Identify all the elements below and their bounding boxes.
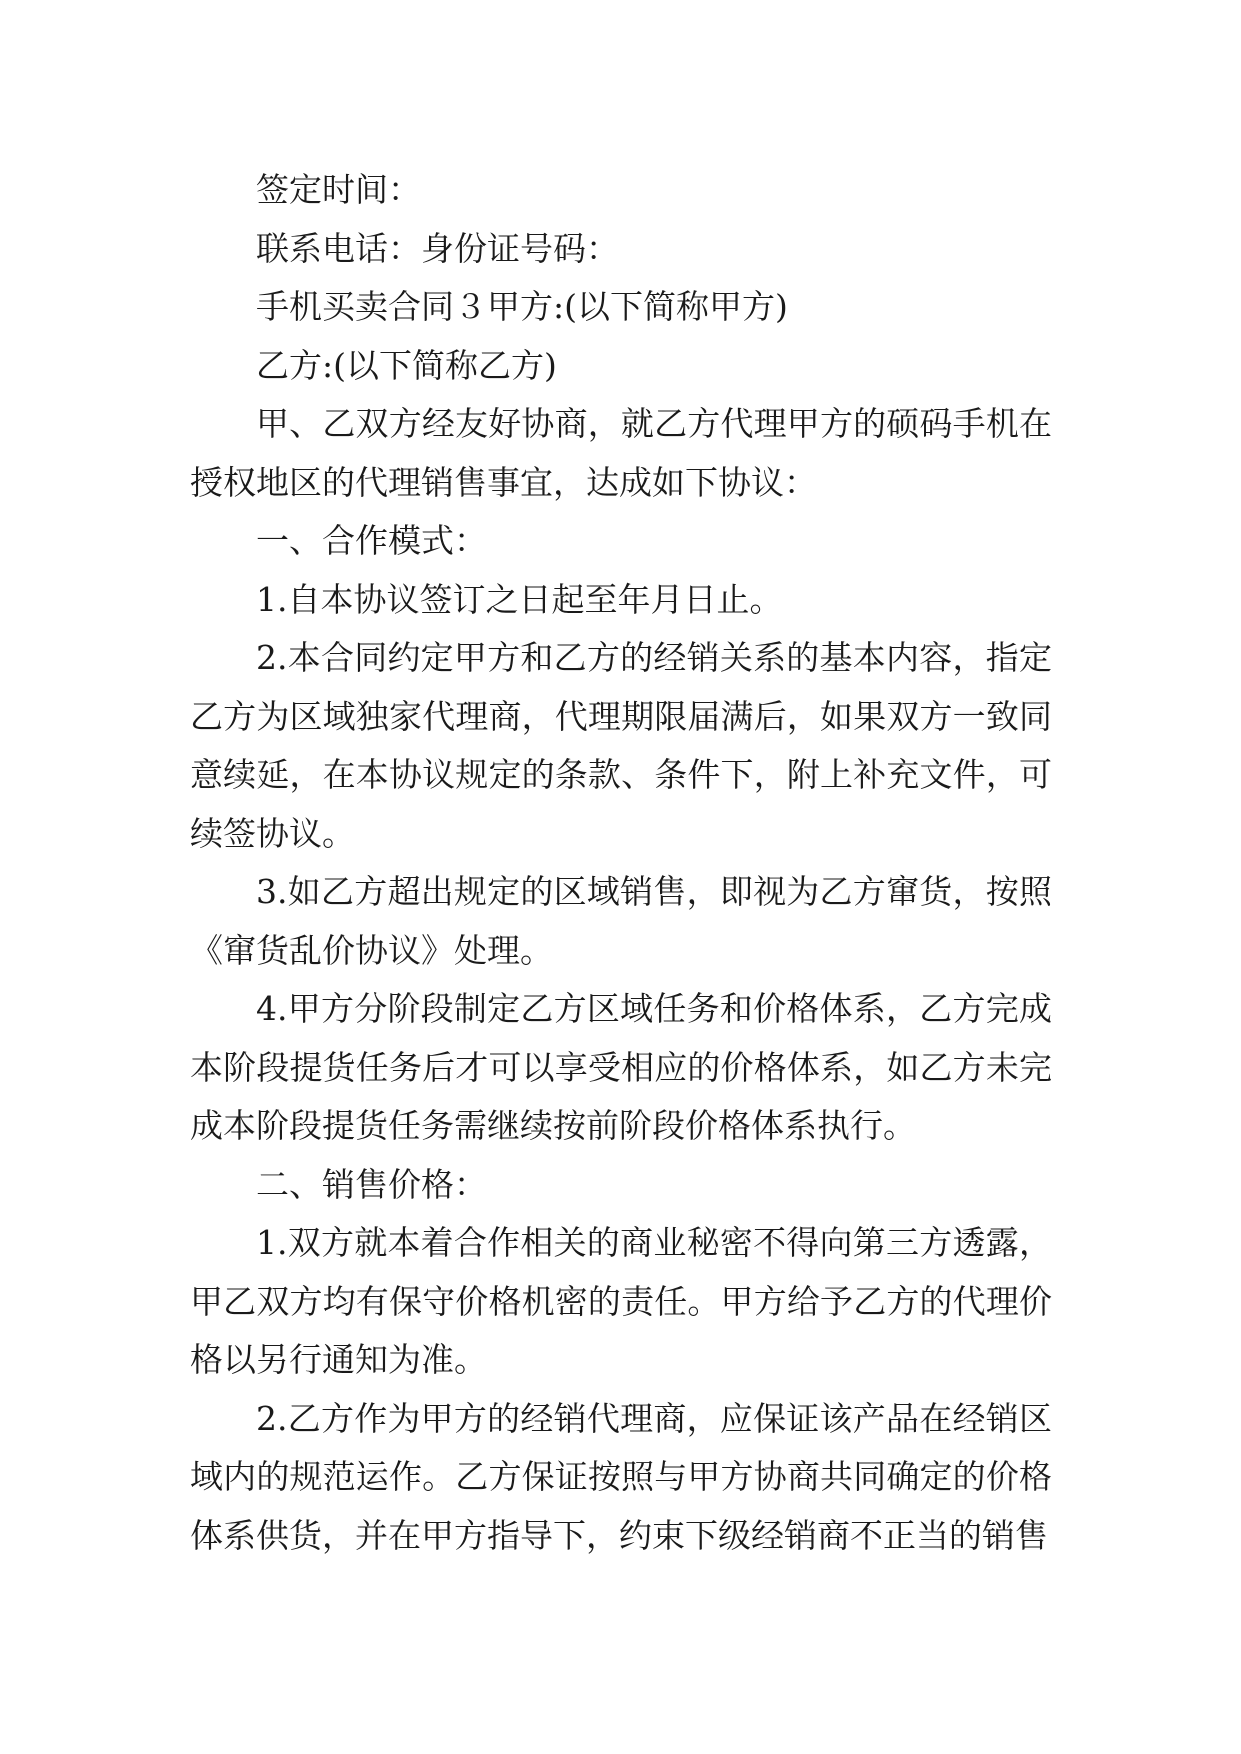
paragraph-preamble: 甲、乙双方经友好协商，就乙方代理甲方的硕码手机在授权地区的代理销售事宜，达成如下协议： [190, 404, 1052, 502]
section-heading-price: 二、销售价格： [256, 1164, 487, 1204]
section-heading-cooperation: 一、合作模式： [256, 521, 487, 560]
clause-2-2: 2.乙方作为甲方的经销代理商，应保证该产品在经销区域内的规范运作。乙方保证按照与甲方协商共同确定的价格体系供货，并在甲方指导下，约束下级经销商不正当的销售 [190, 1398, 1052, 1555]
paragraph-party-a: 手机买卖合同３甲方:(以下简称甲方) [256, 287, 788, 326]
document-body [190, 161, 1052, 1565]
clause-1-3: 3.如乙方超出规定的区域销售，即视为乙方窜货，按照《窜货乱价协议》处理。 [190, 872, 1052, 970]
paragraph-contact: 联系电话：身份证号码： [256, 228, 619, 268]
paragraph-signing-date: 签定时间： [256, 170, 421, 209]
clause-1-4: 4.甲方分阶段制定乙方区域任务和价格体系，乙方完成本阶段提货任务后才可以享受相应的价格体系，如乙方未完成本阶段提货任务需继续按前阶段价格体系执行。 [190, 989, 1052, 1145]
paragraph-party-b: 乙方:(以下简称乙方) [256, 345, 557, 385]
clause-1-2: 2.本合同约定甲方和乙方的经销关系的基本内容，指定乙方为区域独家代理商，代理期限届满后，如果双方一致同意续延，在本协议规定的条款、条件下，附上补充文件，可续签协议。 [190, 638, 1052, 853]
clause-2-1: 1.双方就本着合作相关的商业秘密不得向第三方透露，甲乙双方均有保守价格机密的责任。甲方给予乙方的代理价格以另行通知为准。 [190, 1223, 1052, 1379]
clause-1-1: 1.自本协议签订之日起至年月日止。 [256, 579, 783, 619]
